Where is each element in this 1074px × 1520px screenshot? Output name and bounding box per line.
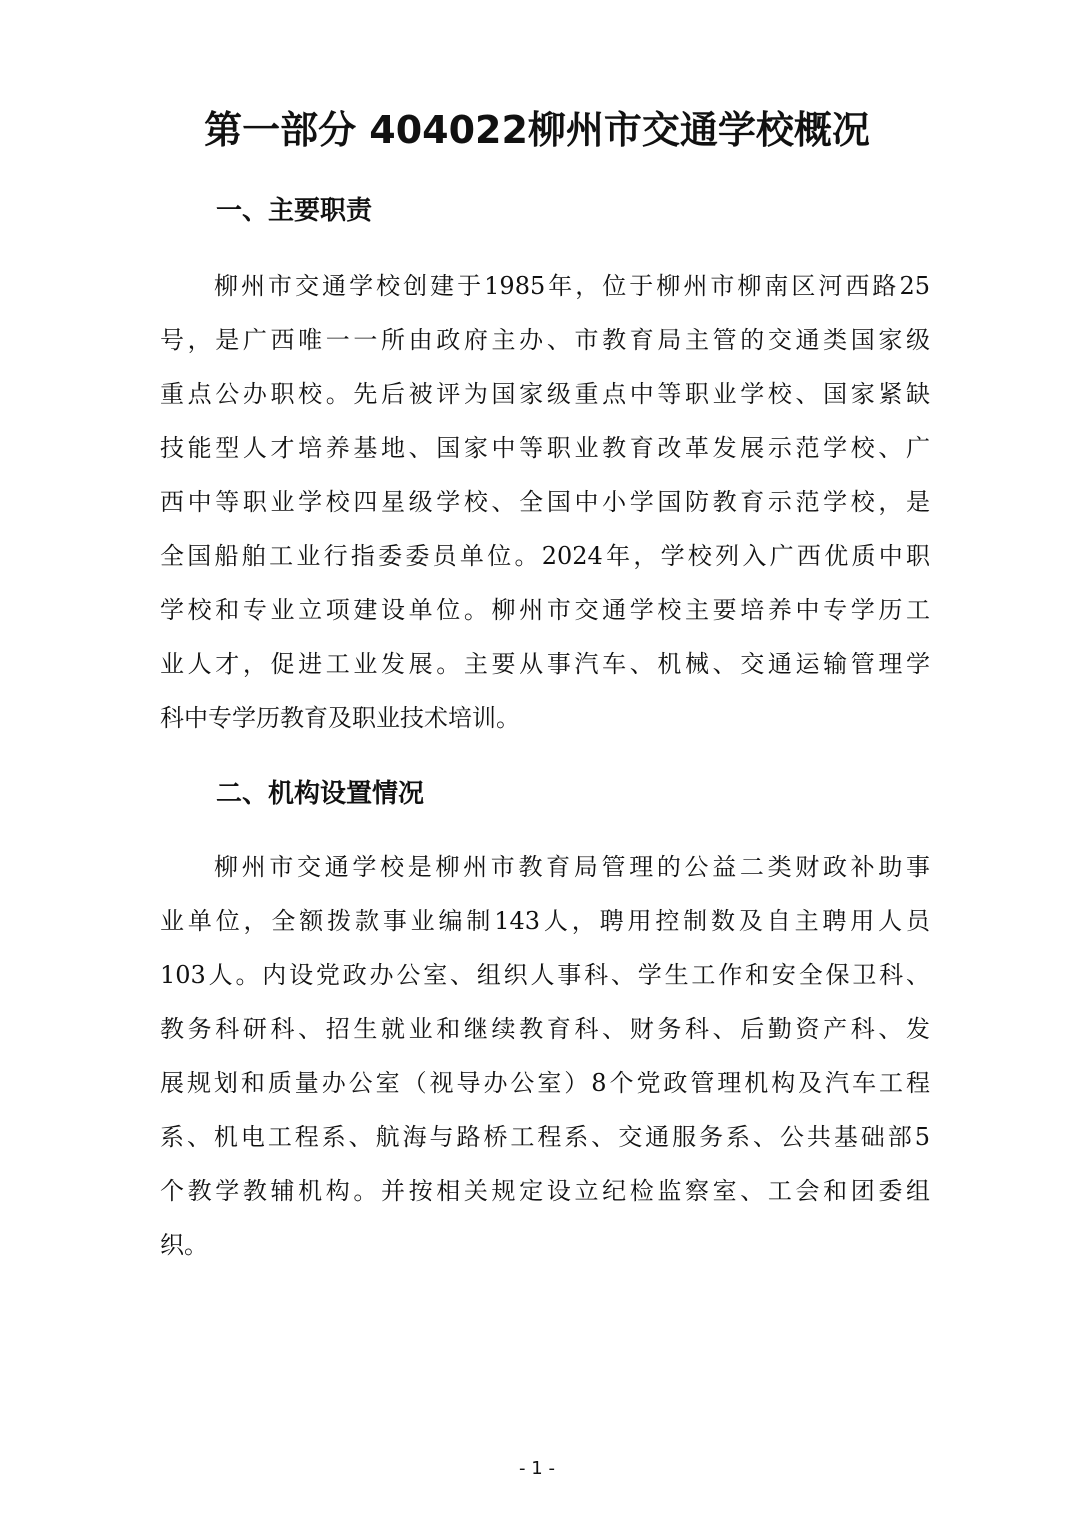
document-title: 第一部分 404022柳州市交通学校概况 (204, 108, 870, 152)
paragraph-line: 柳州市交通学校是柳州市教育局管理的公益二类财政补助事 (214, 853, 930, 881)
page-number: - 1 - (519, 1458, 555, 1479)
paragraph-line: 重点公办职校。先后被评为国家级重点中等职业学校、国家紧缺 (160, 380, 930, 408)
paragraph-line: 织。 (160, 1231, 208, 1259)
paragraph-line: 西中等职业学校四星级学校、全国中小学国防教育示范学校，是 (160, 488, 930, 516)
paragraph-organization (160, 840, 930, 1272)
paragraph-line: 科中专学历教育及职业技术培训。 (160, 704, 520, 732)
paragraph-line: 展规划和质量办公室（视导办公室）8个党政管理机构及汽车工程 (160, 1069, 930, 1097)
paragraph-line: 业人才，促进工业发展。主要从事汽车、机械、交通运输管理学 (160, 650, 930, 678)
paragraph-line: 技能型人才培养基地、国家中等职业教育改革发展示范学校、广 (160, 434, 930, 462)
paragraph-line: 教务科研科、招生就业和继续教育科、财务科、后勤资产科、发 (160, 1015, 930, 1043)
paragraph-line: 个教学教辅机构。并按相关规定设立纪检监察室、工会和团委组 (160, 1177, 930, 1205)
section-heading-organization: 二、机构设置情况 (216, 779, 425, 809)
paragraph-line: 业单位，全额拨款事业编制143人，聘用控制数及自主聘用人员 (160, 907, 930, 935)
paragraph-responsibilities (160, 259, 930, 745)
paragraph-line: 系、机电工程系、航海与路桥工程系、交通服务系、公共基础部5 (160, 1123, 930, 1151)
paragraph-line: 103人。内设党政办公室、组织人事科、学生工作和安全保卫科、 (160, 961, 930, 989)
section-heading-responsibilities: 一、主要职责 (216, 196, 373, 226)
paragraph-line: 全国船舶工业行指委委员单位。2024年，学校列入广西优质中职 (160, 542, 930, 570)
paragraph-line: 学校和专业立项建设单位。柳州市交通学校主要培养中专学历工 (160, 596, 930, 624)
paragraph-line: 柳州市交通学校创建于1985年，位于柳州市柳南区河西路25 (214, 272, 930, 300)
paragraph-line: 号，是广西唯一一所由政府主办、市教育局主管的交通类国家级 (160, 326, 930, 354)
